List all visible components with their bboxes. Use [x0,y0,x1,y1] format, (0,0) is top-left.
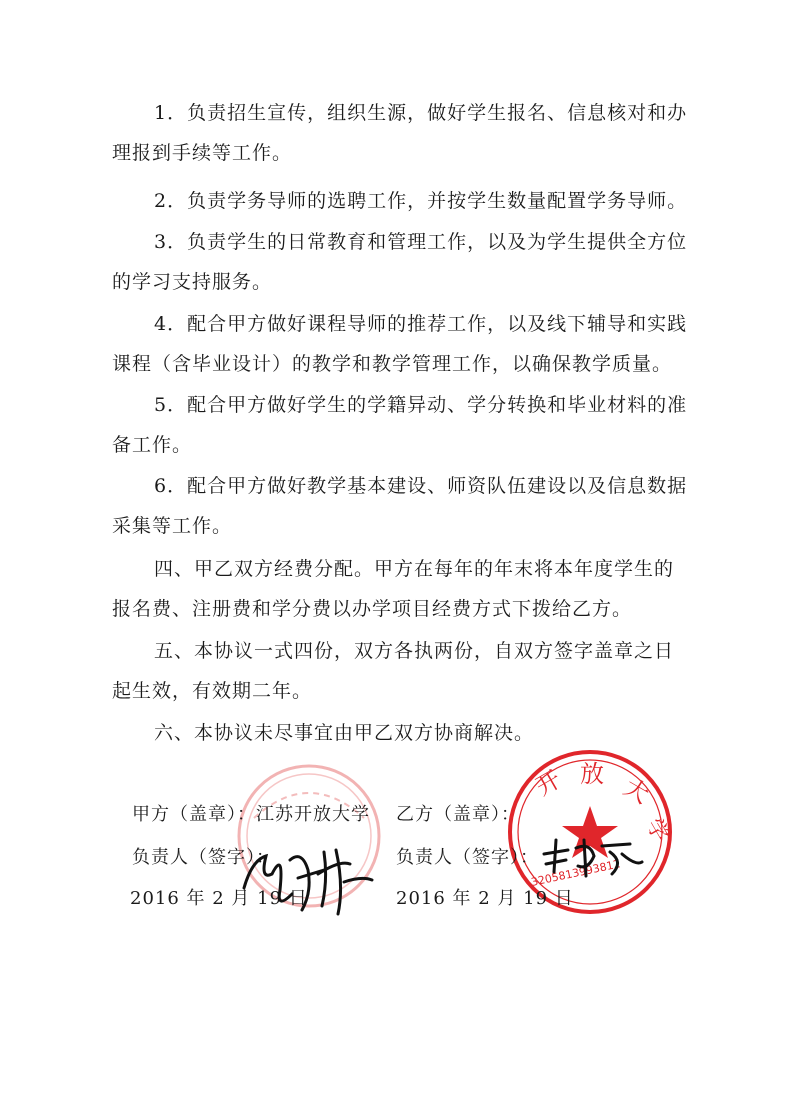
clause-1 [112,93,692,173]
clause-2-text: 2．负责学务导师的选聘工作，并按学生数量配置学务导师。 [154,190,688,212]
clause-5-text: 5．配合甲方做好学生的学籍异动、学分转换和毕业材料的准备工作。 [112,394,688,456]
seal-text-3: 大 [619,772,654,810]
section-5-text: 五、本协议一式四份，双方各执两份，自双方签字盖章之日起生效，有效期二年。 [112,640,675,702]
party-b-date-text: 2016 年 2 月 19 日 [396,888,574,909]
party-b-seal-label: 乙方（盖章）： [396,804,520,825]
clause-5 [112,385,692,465]
clause-4-text: 4．配合甲方做好课程导师的推荐工作，以及线下辅导和实践课程（含毕业设计）的教学和教学管理工作，以确保教学质量。 [112,313,688,375]
party-a-seal-row [132,800,370,826]
clause-6-text: 6．配合甲方做好教学基本建设、师资队伍建设以及信息数据采集等工作。 [112,475,688,537]
section-6-text: 六、本协议未尽事宜由甲乙双方协商解决。 [154,722,535,744]
section-5 [112,631,692,711]
party-b-seal-row [396,800,520,826]
clause-3-text: 3．负责学生的日常教育和管理工作，以及为学生提供全方位的学习支持服务。 [112,231,688,293]
seal-text-1: 开 [531,764,566,802]
clause-6 [112,466,692,546]
clause-3 [112,222,692,302]
clause-2 [112,181,692,221]
seal-number: 3205813993812 [529,857,622,889]
clause-4 [112,304,692,384]
party-b-sign-row [396,843,539,869]
party-a-date-text: 2016 年 2 月 19 日 [130,888,308,909]
party-b-date [396,884,574,910]
section-6 [112,713,692,753]
party-a-sign-label: 负责人（签字）： [132,847,275,868]
seal-text-4: 学 [640,814,674,847]
clause-1-text: 1．负责招生宣传，组织生源，做好学生报名、信息核对和办理报到手续等工作。 [112,102,688,164]
seal-text-2: 放 [580,760,604,788]
party-a-name: 江苏开放大学 [256,804,370,825]
party-a-seal-label: 甲方（盖章）： [132,804,256,825]
party-b-signature [538,832,648,882]
section-4-text: 四、甲乙双方经费分配。甲方在每年的年末将本年度学生的报名费、注册费和学分费以办学项目经费方式下拨给乙方。 [112,558,675,620]
party-a-signature [232,830,382,920]
section-4 [112,549,692,629]
party-b-sign-label: 负责人（签字）： [396,847,539,868]
